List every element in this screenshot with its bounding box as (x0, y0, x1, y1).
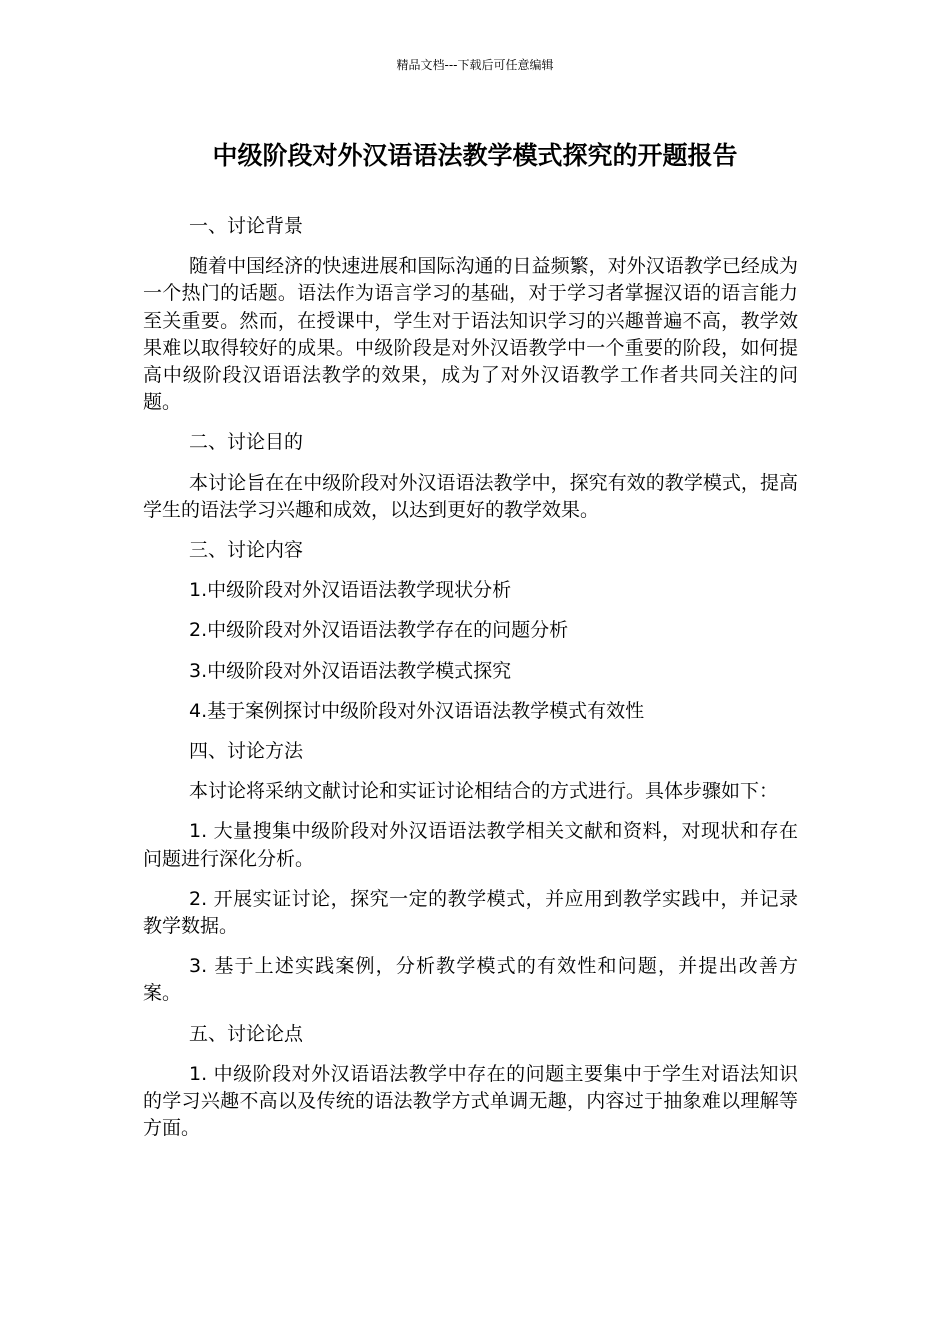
argument-point: 1. 中级阶段对外汉语语法教学中存在的问题主要集中于学生对语法知识的学习兴趣不高以及传统的语法教学方式单调无趣，内容过于抽象难以理解等方面。 (143, 1062, 798, 1140)
section-heading-method: 四、讨论方法 (189, 740, 304, 763)
content-item: 1.中级阶段对外汉语语法教学现状分析 (189, 579, 512, 602)
section-heading-background: 一、讨论背景 (189, 215, 304, 237)
section-heading-content: 三、讨论内容 (189, 539, 304, 562)
method-step: 2. 开展实证讨论，探究一定的教学模式，并应用到教学实践中，并记录教学数据。 (143, 887, 798, 938)
method-step: 3. 基于上述实践案例，分析教学模式的有效性和问题，并提出改善方案。 (143, 955, 798, 1005)
content-item: 3.中级阶段对外汉语语法教学模式探究 (189, 659, 512, 682)
background-paragraph: 随着中国经济的快速进展和国际沟通的日益频繁，对外汉语教学已经成为一个热门的话题。语法作为语言学习的基础，对于学习者掌握汉语的语言能力至关重要。然而，在授课中，学生对于语法知识学习的兴趣普遍不高，教学效果难以取得较好的成果。中级阶段是对外汉语教学中一个重要的阶段，如何提高中级阶段汉语语法教学的效果，成为了对外汉语教学工作者共同关注的问题。 (143, 255, 798, 414)
section-heading-arguments: 五、讨论论点 (189, 1022, 304, 1045)
content-item: 2.中级阶段对外汉语语法教学存在的问题分析 (189, 619, 569, 642)
method-intro-paragraph: 本讨论将采纳文献讨论和实证讨论相结合的方式进行。具体步骤如下： (189, 780, 779, 803)
header-note: 精品文档---下载后可任意编辑 (396, 58, 554, 72)
method-step: 1. 大量搜集中级阶段对外汉语语法教学相关文献和资料，对现状和存在问题进行深化分析。 (143, 820, 798, 870)
section-heading-purpose: 二、讨论目的 (189, 431, 304, 454)
document-title: 中级阶段对外汉语语法教学模式探究的开题报告 (212, 141, 738, 170)
content-item: 4.基于案例探讨中级阶段对外汉语语法教学模式有效性 (189, 699, 645, 722)
document-body (143, 213, 798, 1155)
purpose-paragraph: 本讨论旨在在中级阶段对外汉语语法教学中，探究有效的教学模式，提高学生的语法学习兴趣和成效，以达到更好的教学效果。 (143, 471, 798, 521)
